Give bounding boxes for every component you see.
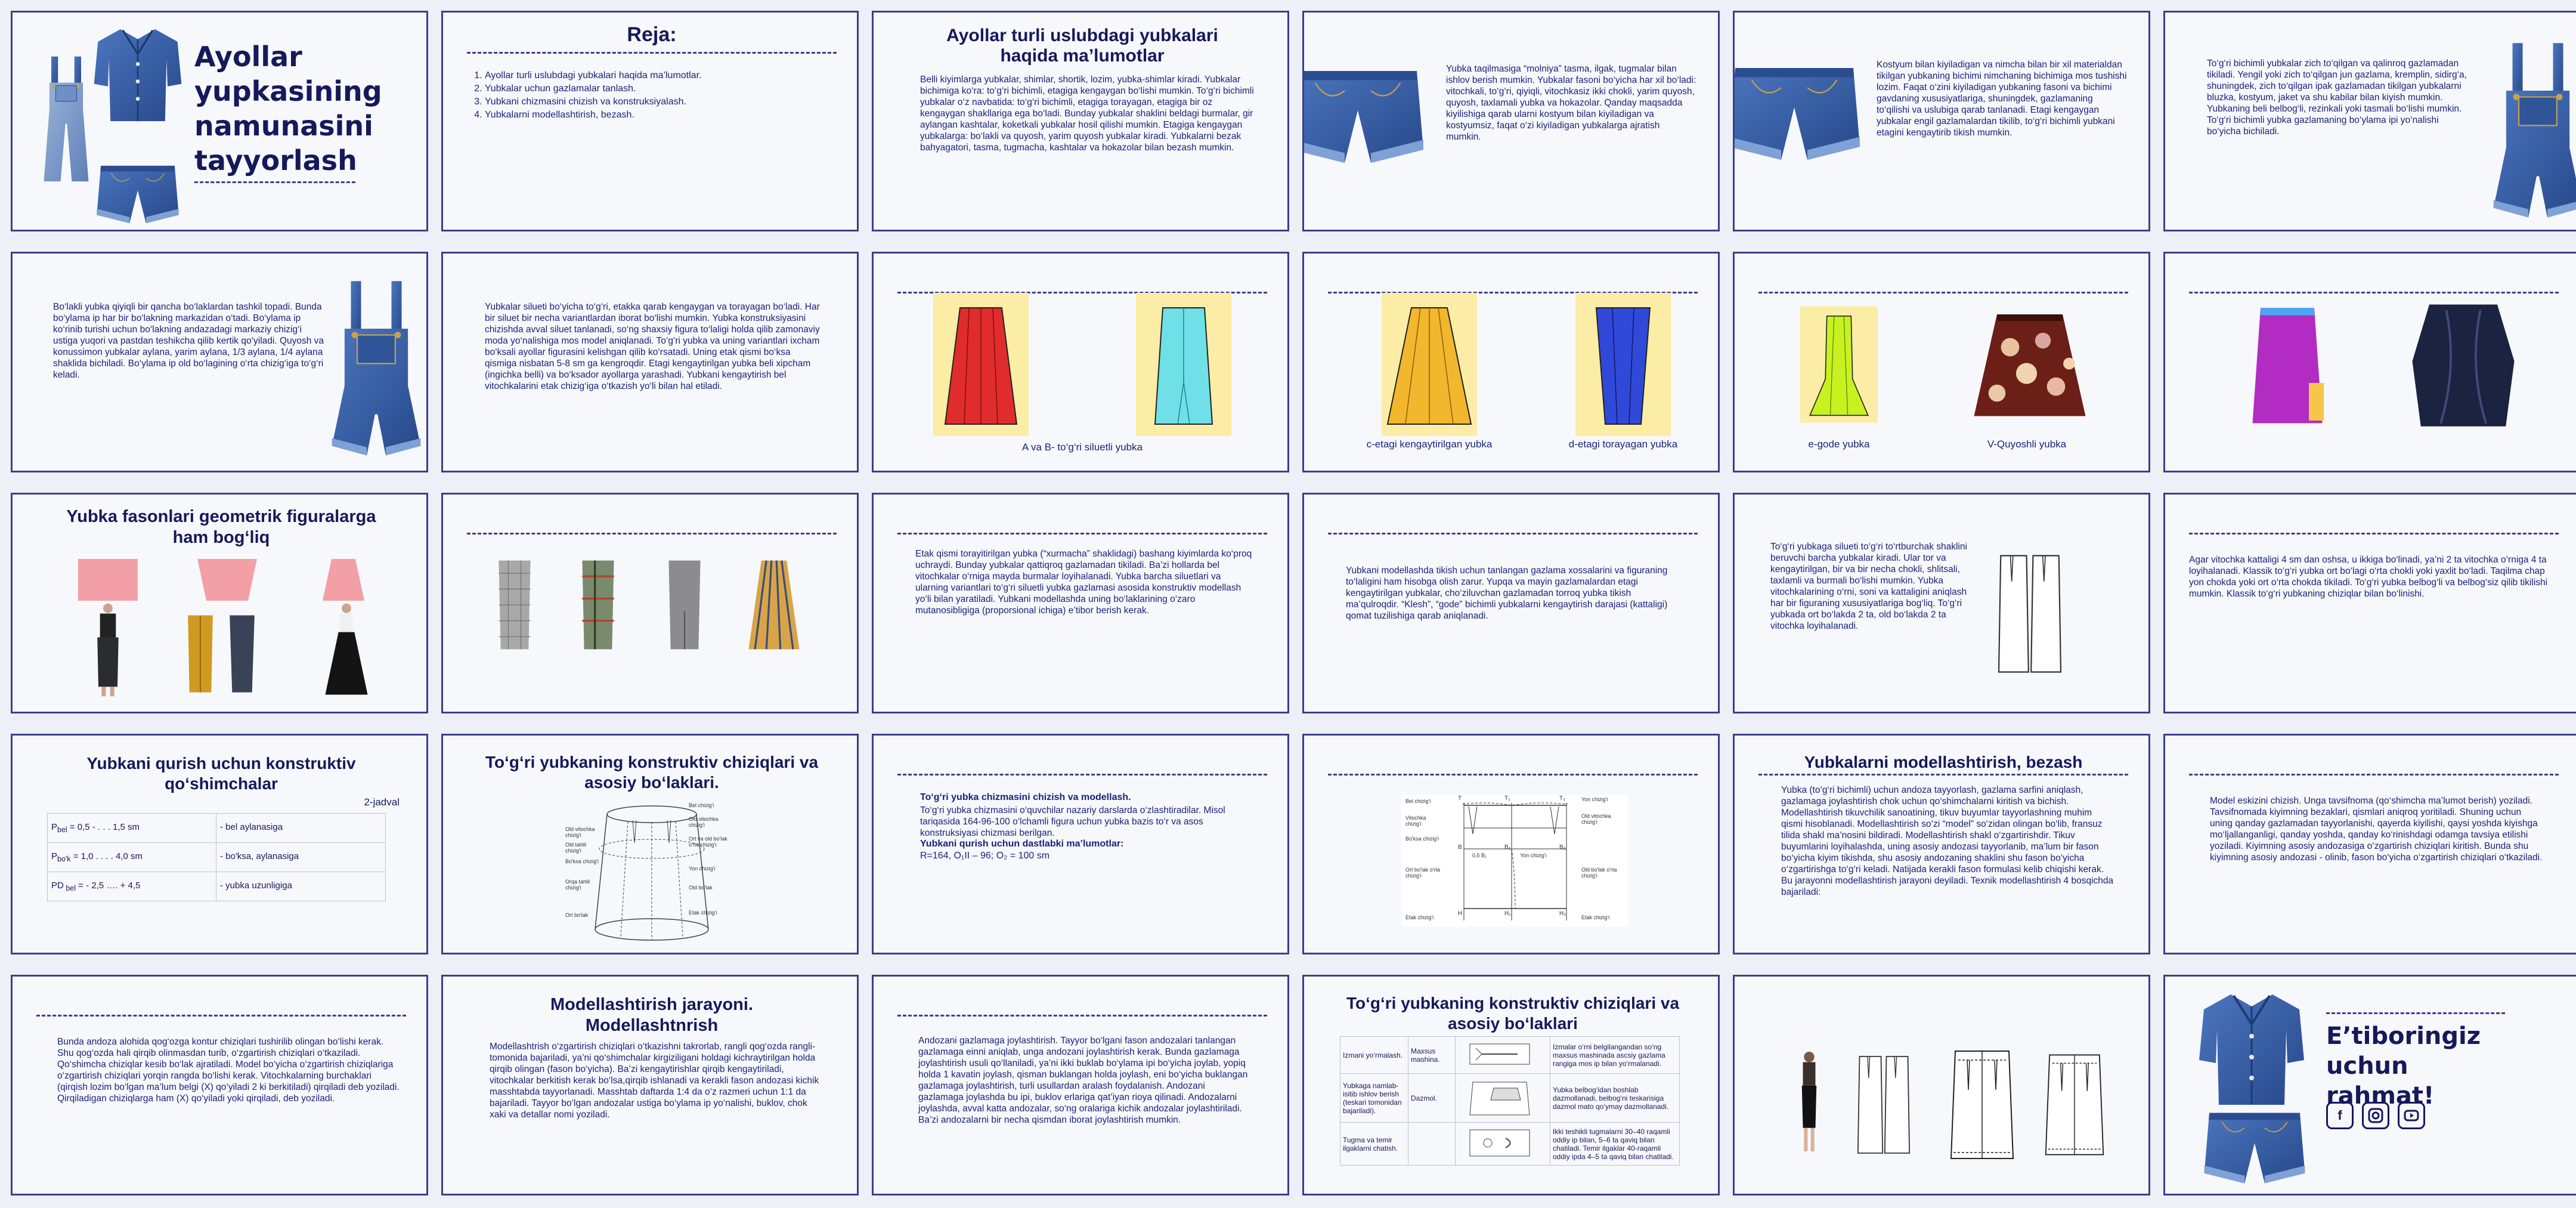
purple-skirt-image (2234, 295, 2341, 438)
table-cell: $P_{bo'k} = 1,0$ . . . . 4,0 sm (48, 843, 216, 872)
body-text: Belli kiyimlarga yubkalar, shimlar, shortik, lozim, yubka-shimlar kiradi. Yubkalar bichimiga ko‘ra: to‘g‘ri bichimli, etagiga kengaygan bo‘lishi mumkin. To‘g‘ri bichimli yubkalar o‘z navbatida: to‘g‘ri bichimli, etagiga torayagan, etagiga bir oz kengaygan shakllariga ega bo‘ladi. Bunday yubkalar shaklini beldagi burmalar, gir aylangan kashtalar, koketkali yubkalar hosil qilishi mumkin. Etagiga kengaygan yubkalarga: bo‘lakli va quyosh, yarim quyosh yubkalar kiradi. Yubkalarni bezak bahyagatori, tasma, tugmacha, kashtalar va hokazolar bilan bezash mumkin. (920, 75, 1254, 153)
body-text: To‘g‘ri yubkaga silueti to‘g‘ri to‘rtburchak shaklini beruvchi barcha yubkalar kiradi. Ular tor va kengaytirilgan, bir va bir necha chokli, shlitsali, taxlamli va burmali bo‘lishi mumkin. Yubka vitochkalarining o‘rni, soni va kattaligini aniqlash har bir figuraning xususiyatlariga bog‘liq. To‘g‘ri yubkada ort bo‘lakda 2 ta, old bo‘lakda 2 ta vitochka loyihalanadi. (1770, 542, 1967, 631)
instagram-icon[interactable] (2362, 1102, 2389, 1129)
table-cell: Tugma va temir ilgaklarni chatish. (1340, 1123, 1408, 1166)
slide-underline (2189, 774, 2559, 776)
table-cell (1456, 1037, 1550, 1074)
plan-item: 3. Yubkani chizmasini chizish va konstruksiyalash. (485, 95, 831, 109)
grid-point: B (1458, 844, 1462, 851)
shorts-image (1302, 48, 1423, 186)
plan-list (473, 69, 831, 122)
youtube-icon[interactable] (2398, 1102, 2425, 1129)
table-row (1340, 1123, 1680, 1166)
slide-underline (2189, 292, 2559, 293)
data-heading: Yubkani qurish uchun dastlabki ma’lumotlar: (920, 839, 1124, 849)
section-heading: To‘g‘ri yubka chizmasini chizish va modellash. (920, 792, 1131, 802)
plaid-skirt-photo (476, 554, 553, 656)
shorts-image (2204, 1108, 2305, 1188)
plan-item: 2. Yubkalar uchun gazlamalar tanlash. (485, 82, 831, 95)
slide-14-skirt-photos[interactable] (441, 493, 859, 713)
slide-underline (897, 533, 1267, 535)
diagram-label: Old vitochka chizig'i (1581, 813, 1611, 825)
plan-title: Reja: (627, 23, 677, 46)
diagram-label: Bel chizig'i (1405, 798, 1431, 804)
trapezoid-wide-shape-icon (323, 559, 364, 601)
grid-point: Yon chizig'i (1520, 852, 1547, 858)
slide-title: Modellashtirish jarayoni. Modellashtnrish (550, 995, 754, 1035)
body-text: Andozani gazlamaga joylashtirish. Tayyor bo‘lgani fason andozalari tanlangan gazlamaga einni aniqlab, unga andozani joylashtirish kerak. Bunda gazlamaga joylashtirish usuli qo‘llaniladi, ya’ni ikki buklab bo‘ylama ipi bo‘yicha joylab, yopiq holda 1 kavatin joylash, qisman buklangan holda joylash, eni bo‘yicha buklangan gazlamaga joylashtirish, turli usullardan aralash foydalanish. Andozani gazlamaga joylashda bu ipi, buklov erlariga qat’iyan rioya qilinadi. Andozalarni joylashda, avval katta andozalar, so‘ng oralariga kichik andozalar joylashtiriladi. Ba’zi andozalarni bir necha qismdan iborat joylashtirish mumkin. (918, 1036, 1248, 1125)
diagram-label: Bo'ksa chizig'i (565, 858, 599, 864)
table-cell (1408, 1123, 1456, 1166)
jacket-image (2195, 988, 2308, 1108)
slide-10-flared-tapered[interactable] (1302, 252, 1720, 472)
table-cell (1456, 1123, 1550, 1166)
table-cell: - yubka uzunligiga (216, 872, 386, 901)
table-row (48, 814, 386, 843)
table-row (48, 872, 386, 901)
body-text: To‘g‘ri yubka chizmasini o‘quvchilar nazariy darslarda o‘zlashtiradilar. Misol tariqasida 164-96-100 o‘lchamli figura uchun yubka bazis to‘r va asos konstruksiyasi chizmasi berilgan. (920, 805, 1225, 838)
table-cell: Yubkaga namlab-isitib ishlov berish (teskari tomonidan bajariladi). (1340, 1074, 1408, 1123)
slide-19-allowances[interactable] (11, 734, 428, 954)
diagram-label: Ort va old bo'lak o'rta chizig'i (689, 836, 727, 848)
diagram-label: Vitochka chizig'i (1405, 815, 1426, 827)
title-underline (194, 181, 355, 183)
slide-8-silhouettes[interactable] (441, 252, 859, 472)
slide-18-darts[interactable] (2163, 493, 2576, 713)
diagram-label: Bo'ksa chizig'i (1405, 836, 1439, 842)
diagram-label: Bel chizig'i (689, 802, 714, 808)
slide-30-thanks[interactable] (2163, 975, 2576, 1195)
slide-17-straight-skirt[interactable] (1733, 493, 2150, 713)
table-cell: Ikki teshikli tugmalarni 30–40 raqamli oddiy ip bilan, 5–6 ta qaviq bilan chatiladi. Temir ilgaklar 40-raqamli oddiy ipda 4–5 ta qaviq bilan chatiladi. (1550, 1123, 1680, 1166)
slide-1-title[interactable] (11, 11, 428, 231)
skirt-b-image (1136, 293, 1231, 436)
body-text: Etak qismi torayitirilgan yubka (“xurmacha” shaklidagi) bashang kiyimlarda ko‘proq uchraydi. Bunday yubkalar qattiqroq gazlamadan tikiladi. Ba’zi hollarda bel vitochkalar o‘rniga mayda burmalar loyihalanadi. Yubka barcha siluetlari va ularning variantlari to‘g‘ri siluetli yubka gazlamasi asosida konstruktiv modellash yo‘li bilan yaratiladi. Yubkani modellashda uning bo‘laklarining o‘zaro mutanosibligiga (proporsional ichiga) e’tibor berish kerak. (915, 549, 1252, 616)
green-skirt-photo (559, 554, 637, 656)
grid-point: B₁ (1504, 844, 1511, 851)
table-cell: Yubka belbog‘idan boshlab dazmollanadi, belbog‘ni teskarisiga dazmol mato qo‘ymay dazmollanadi. (1550, 1074, 1680, 1123)
grid-point: H₁ (1504, 910, 1511, 917)
tech-drawing-front (1940, 1045, 2024, 1164)
grid-point: H₂ (1559, 910, 1566, 917)
table-row (48, 843, 386, 872)
grid-point: T₂ (1559, 795, 1565, 802)
diagram-label: Etak chizig'i (1405, 915, 1434, 920)
diagram-label: Etak chizig'i (1581, 915, 1610, 920)
grey-skirt-photo (215, 608, 269, 697)
body-text: Bo‘lakli yubka qiyiqli bir qancha bo‘laklardan tashkil topadi. Bunda bo‘ylama ip har bir bo‘lakning markazidan o‘tadi. Bo‘ylama ip ko‘rinib turishi uchun bo‘lakning andazadagi markaziy chizig‘i ustiga yuqori va pastdan teshikcha qilib kertik qo‘yiladi. Quyosh va konussimon yubkalar aylana, yarim aylana, 1/3 aylana, 1/4 aylana shaklida bichiladi. Bo‘ylama ip old bo‘lagining o‘rta chizig‘iga to‘g‘ri keladi. (53, 302, 324, 380)
slide-16-fabric[interactable] (1302, 493, 1720, 713)
slide-underline (1328, 533, 1698, 535)
slide-21-drafting[interactable] (872, 734, 1289, 954)
caption-e: e-gode yubka (1808, 438, 1870, 450)
thanks-title: E’tiboringiz uchun rahmat! (2326, 1022, 2481, 1110)
slide-underline (1328, 774, 1698, 776)
diagram-label: Old bo'lak o'rta chizig'i (1581, 867, 1617, 879)
trapezoid-narrow-shape-icon (197, 559, 257, 601)
diagram-label: Old vitochka chizig'i (565, 826, 595, 838)
slide-4-fasteners[interactable] (1302, 11, 1720, 231)
pattern-sketch-image (1991, 548, 2069, 679)
slide-27-layout[interactable] (872, 975, 1289, 1195)
table-cell: PD $_{bel}$ = - 2,5 …. + 4,5 (48, 872, 216, 901)
body-text: Kostyum bilan kiyiladigan va nimcha bilan bir xil materialdan tikilgan yubkaning bichimi nimchaning bichimiga mos tushishi lozim. Faqat o‘zini kiyiladigan yubkaning fasoni va bichimi gavdaning xususiyatlariga, shuningdek, gazlamaning to‘qilishi va uslubiga qarab tanlanadi. Etagi kengaygan yubkalar engil gazlamalardan tikilib, to‘g‘ri bichimli yubkani etagini kengaytirib tikish mumkin. (1877, 60, 2127, 138)
slide-5-costume-skirts[interactable] (1733, 11, 2150, 231)
body-text: Yubka (to‘g‘ri bichimli) uchun andoza tayyorlash, gazlama sarfini aniqlash, gazlamaga joylashtirish chok uchun qo‘shimchalarni kiritish va bichish. Modellashtirish tikuvchilik sanoatining, tikuv buyumlar tayyorlashning muhim qismi hisoblanadi. Modellashtirish so‘zi “model” so‘zidan olingan bo‘lib, fransuz tilida shakl ma’nosini bildiradi. Modellashtirish shakl o‘zgartirishdir. Tikuv buyumlarini loyihalashda, uning asosiy andozasi tayyorlanib, ma’lum bir fason bo‘yicha kiyim tikishda, shu asosiy andozaning shaklini shu fason bo‘yicha o‘zgartirishga to‘g‘ri keladi. Natijada kerakli fason formulasi kelib chiqishi kerak. Bu jarayonni modellashtirish jarayoni deyiladi. Texnik modellashtirish 4 bosqichda bajariladi: (1781, 785, 2114, 897)
shortalls-image (326, 274, 427, 465)
slide-22-base-grid[interactable] (1302, 734, 1720, 954)
measurements: R=164, O₁II – 96; O₂ = 100 sm (920, 851, 1050, 861)
plan-underline (467, 52, 837, 54)
navy-tulip-skirt-image (2407, 295, 2520, 438)
black-maxi-skirt-photo (314, 602, 379, 697)
body-text: Yubkalar silueti bo‘yicha to‘g‘ri, etakka qarab kengaygan va torayagan bo‘ladi. Har bir siluet bir necha variantlardan iborat bo‘lishi mumkin. Yubka konstruksiyasini chizishda avval siluet tanlanadi, so‘ng shaxsiy figura to‘laligi holda qilib zamonaviy moda yo‘nalishiga mos model aniqlanadi. To‘g‘ri yubka va uning variantlari ixcham bo‘ksali ayollar figurasini kelishgan qilib ko‘rsatadi. Uning etak qismi bo‘ksa qismiga nisbatan 5-8 sm ga kengroqdir. Etagi kengaytirilgan yubka beli xipcham (ingichka belli) va bo‘ksador ayollarga yarashadi. Yubkani kengaytirish bel vitochkalarini etak chizig‘iga o‘tkazish yo‘li bilan hal etiladi. (485, 302, 820, 391)
diagram-label: Old tahlil chizig'i (565, 842, 587, 854)
slide-underline (897, 1015, 1267, 1017)
slide-20-construction-lines[interactable] (441, 734, 859, 954)
body-text: Modellashtrish o‘zgartirish chiziqlari o‘tkazishni takrorlab, rangli qog‘ozda rangli-tomonida bajariladi, ya’ni qo‘shimchalar kirgiziligani holdagi kichraytirilgan holda qirqib olingan (fason bo‘yicha). Ba’zi kengaytirishlar qirqib kengaytiriladi, vitochkalar berkitish kerak bo‘lsa,qirqib ishlanadi va kerakli fason andozasi kichik masshtabda tayyorlanadi. Masshtab daftarda 1:4 da o‘z razmeri uchun 1:1 da bajariladi. Tayyor bo‘lgan andozalar ustiga bo‘ylama ip yo‘nalishi, buklov, chok xaki va detallar nomi yoziladi. (490, 1042, 819, 1120)
slide-underline (467, 533, 837, 535)
thanks-overline (2326, 1012, 2505, 1014)
slide-11-gode-sun[interactable] (1733, 252, 2150, 472)
slide-3-skirt-types[interactable] (872, 11, 1289, 231)
grid-point: T₁ (1504, 795, 1510, 802)
slide-15-tapered[interactable] (872, 493, 1289, 713)
slide-title: To‘g‘ri yubkaning konstruktiv chiziqlari va asosiy bo‘laklari (1346, 994, 1680, 1033)
diagram-label: Ort bo'lak o'rta chizig'i (1405, 867, 1440, 879)
table-row (1340, 1037, 1680, 1074)
slide-title: To‘g‘ri yubkaning konstruktiv chiziqlari va asosiy bo‘laklari. (485, 753, 819, 792)
slide-title: Yubkalarni modellashtirish, bezash (1804, 753, 2083, 771)
table-cell: - bo'ksa, aylanasiga (216, 843, 386, 872)
table-cell: - bel aylanasiga (216, 814, 386, 843)
slide-2-plan[interactable] (441, 11, 859, 231)
slide-26-modelling-process[interactable] (441, 975, 859, 1195)
skirt-a-image (933, 293, 1029, 436)
slide-29-tech-drawings[interactable] (1733, 975, 2150, 1195)
allowances-table (47, 813, 386, 901)
grid-point: 0,5 B₁ (1472, 852, 1487, 858)
diagram-label: Yon chizig'i (689, 866, 716, 872)
tech-drawing-back (2036, 1048, 2113, 1161)
grid-point: T (1458, 795, 1462, 802)
slide-28-finishing[interactable] (1302, 975, 1720, 1195)
body-text: Agar vitochka kattaligi 4 sm dan oshsa, u ikkiga bo‘linadi, ya’ni 2 ta vitochka o‘rniga 4 ta loyihalanadi. Klassik to‘g‘ri yubka ort bo‘lagi o‘rta chokli yoki yaxlit bo‘ladi. Taqilma chap yon chokda yoki ort o‘rta chokda tikiladi. To‘g‘ri yubka belbog‘li va belbog‘siz qilib tikilishi mumkin. Klassik to‘g‘ri yubkaning chiziqlar bilan bo‘linishi. (2189, 555, 2548, 599)
floral-skirt-image (1961, 301, 2098, 432)
slide-25-pattern-lines[interactable] (11, 975, 428, 1195)
buttonhole-diagram (1458, 1039, 1541, 1069)
caption-d: d-etagi torayagan yubka (1568, 438, 1678, 450)
table-row (1340, 1074, 1680, 1123)
pencil-skirt-photo (75, 602, 141, 697)
slide-7-panel-skirts[interactable] (11, 252, 428, 472)
table-cell: Izmalar o‘rni belgilangandan so‘ng maxsus mashinada ascsiy gazlama rangiga mos ip bilan yo‘rmalanadi. (1550, 1037, 1680, 1074)
shortalls-image (2487, 36, 2576, 227)
overalls-image (36, 24, 96, 215)
plan-item: 1. Ayollar turli uslubdagi yubkalari haqida ma’lumotlar. (485, 69, 831, 82)
skirt-e-image (1800, 293, 1878, 436)
body-text: Model eskizini chizish. Unga tavsifnoma (qo‘shimcha ma’lumot berish) yoziladi. Tavsifnomada kiyimning bezaklari, qismlari aniqroq yoritiladi. Shuning uchun uning qanday gazlamadan tayyorlanishi, qayerda kiyilishi, qaysi yoshda kiyishga mo‘ljallanganligi, qanday yoshda, qanday ko‘rinishdagi odamga tavsiya etilishi yoziladi. Kiyimning asosiy andozasiga o‘zgartirish chiziqlari kiritish. Bunda shu kiyimning asosiy andozasi - olinib, fason bo‘yicha o‘zgartirish chiziqlari o‘tkaziladi. (2210, 796, 2543, 863)
jacket-image (93, 23, 182, 125)
slide-6-straight-skirts[interactable] (2163, 11, 2576, 231)
caption-v: V-Quyoshli yubka (1987, 438, 2067, 450)
pleated-skirt-photo (732, 554, 816, 656)
caption-c: c-etagi kengaytirilgan yubka (1366, 438, 1493, 450)
skirt-d-image (1575, 293, 1671, 436)
slide-underline (36, 1015, 406, 1017)
hook-diagram (1458, 1125, 1541, 1161)
diagram-label: Old bo'lak (689, 885, 713, 891)
shorts-image (96, 162, 179, 227)
table-cell (1456, 1074, 1550, 1123)
presentation-title: Ayollar yupkasining namunasini tayyorlash (194, 41, 382, 177)
slide-9-straight-silhouette[interactable] (872, 252, 1289, 472)
facebook-icon[interactable]: f (2326, 1102, 2354, 1129)
body-text: To‘g‘ri bichimli yubkalar zich to‘qilgan va qalinroq gazlamadan tikiladi. Yengil yoki zich to‘qilgan jun gazlama, kremplin, sidirg‘a, shuningdek, zich to‘qilgan ipak gazlamadan tikilgan yubkalarni bluzka, kostyum, jaket va shu kabilar bilan kiyish mumkin. Yubkaning beli belbog‘li, rezinkali yoki tasmali bo‘lishi mumkin. To‘g‘ri bichimli yubka gazlamaning bo‘ylama ipi yo‘nalishi bo‘yicha bichiladi. (2207, 58, 2467, 137)
diagram-label: Old vitochka chizig'i (689, 816, 719, 828)
shorts-image (1733, 48, 1860, 180)
diagram-label: Ort bo'lak (565, 912, 589, 918)
slide-title: Ayollar turli uslubdagi yubkalari haqida ma’lumotlar (946, 26, 1218, 66)
slide-23-modelling[interactable] (1733, 734, 2150, 954)
grey-skirt-photo (646, 554, 723, 656)
table-label: 2-jadval (364, 796, 400, 808)
skirt-c-image (1382, 293, 1477, 436)
table-cell: Izmani yo‘rmalash. (1340, 1037, 1408, 1074)
model-photo (1788, 1045, 1830, 1158)
plan-item: 4. Yubkalarni modellashtirish, bezash. (485, 109, 831, 122)
slide-underline (2189, 533, 2559, 535)
slide-12-skirt-photos[interactable] (2163, 252, 2576, 472)
grid-point: H (1458, 910, 1463, 917)
table-cell: $P_{bel} = 0,5$ - . . . 1,5 sm (48, 814, 216, 843)
diagram-label: Etak chizig'i (689, 910, 717, 916)
slide-title: Yubkani qurish uchun konstruktiv qo‘shimchalar (86, 754, 356, 793)
finishing-table (1340, 1036, 1680, 1166)
body-text: Bunda andoza alohida qog‘ozga kontur chiziqlari tushirilib olingan bo‘lishi kerak. Shu qog‘ozda hali qirqib olinmasdan turib, o‘zgartirish chiziqlari o‘tkaziladi. Qo‘shimcha chiziqlar kesib bo‘lak ajratiladi. Model bo‘yicha o‘zgartirish chiziqlariga o‘zgartirish chiziqlari yorqin rangda bo‘lishi kerak. Vitochkalarning burchaklari (qirqish lozim bo‘lgan ma’lum belgi (X) qo‘yiladi 2 ki berkitiladi) qirqiladi deb yoziladi. Qirqiladigan chiziqlarga ham (X) qo‘yiladi yoki qirqiladi, deb yoziladi. (57, 1037, 400, 1104)
grid-point: B₂ (1559, 844, 1566, 851)
slide-title: Yubka fasonlari geometrik figuralarga ham bog‘liq (66, 507, 376, 547)
slide-24-sketch[interactable] (2163, 734, 2576, 954)
slide-13-geometric[interactable] (11, 493, 428, 713)
slide-underline (897, 774, 1267, 776)
pattern-sketch-image (1851, 1051, 1916, 1158)
ironing-diagram (1458, 1076, 1541, 1118)
diagram-label: Orqa tahlil chizig'i (565, 879, 590, 891)
slide-underline (1758, 774, 2128, 776)
body-text: Yubkani modellashda tikish uchun tanlangan gazlama xossalarini va figuraning to‘laligini ham hisobga olish zarur. Yupqa va mayin gazlamalardan etagi kengaytirilgan yubkalar, cho‘ziluvchan gazlamadan torroq yubka tikish ma’qulroqdir. “Klesh”, “gode” bichimli yubkalarni kengaytirish darajasi (kattaligi) qomat tuzilishiga qarab aniqlanadi. (1346, 566, 1668, 621)
table-cell: Maxsus mashina. (1408, 1037, 1456, 1074)
body-text: Yubka taqilmasiga “molniya” tasma, ilgak, tugmalar bilan ishlov berish mumkin. Yubkalar fasoni bo‘yicha har xil bo‘ladi: vitochkali, to‘g‘ri, qiyiqli, vitochkasiz ikki chokli, yarim quyosh, quyosh, taxlamali yubka va hokazolar. Qanday maqsadda kiyilishiga qarab ularni kostyum bilan kiyiladigan va kostyumsiz, faqat o‘zi kiyiladigan yubkalarga ajratish mumkin. (1446, 64, 1696, 142)
caption: A va B- to‘g‘ri siluetli yubka (1021, 441, 1143, 453)
rectangle-shape-icon (78, 559, 138, 601)
table-cell: Dazmol. (1408, 1074, 1456, 1123)
diagram-label: Yon chizig'i (1581, 796, 1608, 802)
